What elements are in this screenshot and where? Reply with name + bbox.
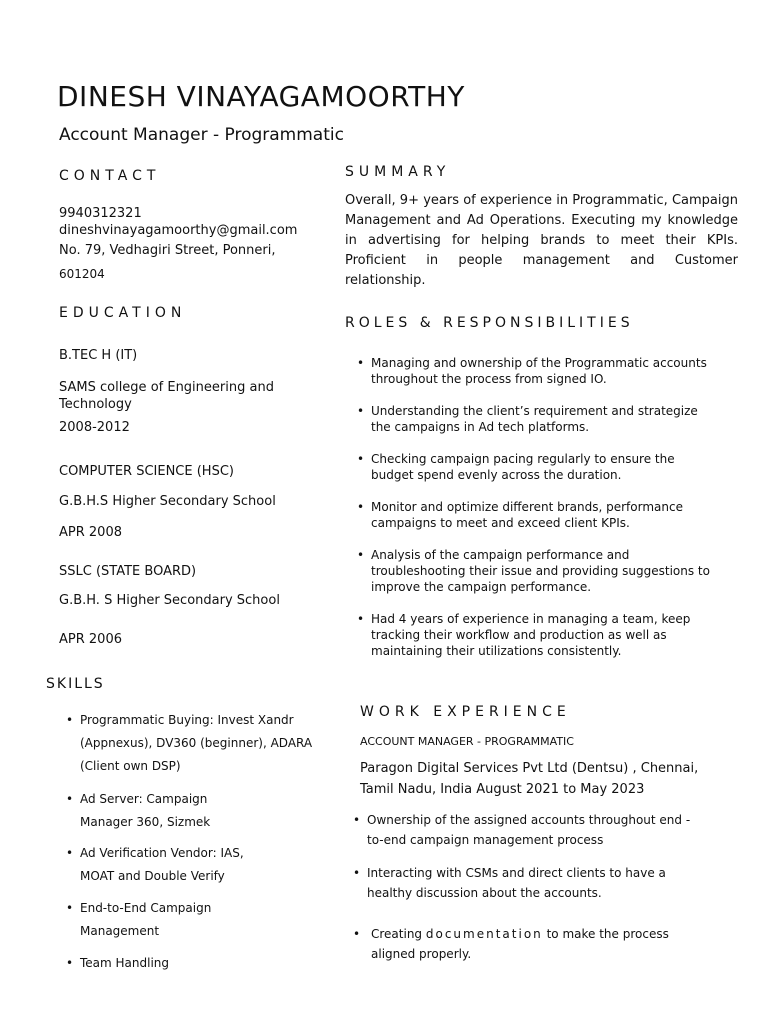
summary-text: Overall, 9+ years of experience in Programmatic, Campaign Management and Ad Operations. Executing my knowledge in advertising for helping brands to meet their KPIs. Proficient in people management and Customer relationship. <box>345 193 738 288</box>
work-item <box>351 924 711 964</box>
summary-heading: SUMMARY <box>345 164 451 180</box>
education-heading: EDUCATION <box>59 305 187 321</box>
work-item: • Ownership of the assigned accounts throughout end - to-end campaign management process <box>351 810 711 850</box>
contact-address-line2: 601204 <box>59 267 105 281</box>
role-item: • Monitor and optimize different brands, performance campaigns to meet and exceed client KPIs. <box>355 499 715 531</box>
role-item: • Checking campaign pacing regularly to ensure the budget spend evenly across the duration. <box>355 451 715 483</box>
roles-list <box>355 355 715 659</box>
skill-item: • Programmatic Buying: Invest Xandr (Appnexus), DV360 (beginner), ADARA (Client own DSP) <box>64 709 314 778</box>
contact-phone: 9940312321 <box>59 206 142 221</box>
contact-address-line1: No. 79, Vedhagiri Street, Ponneri, <box>59 243 276 258</box>
education-degree: COMPUTER SCIENCE (HSC) <box>59 464 234 479</box>
work-role: ACCOUNT MANAGER - PROGRAMMATIC <box>360 735 574 748</box>
skills-heading: SKILLS <box>46 676 105 692</box>
education-degree: B.TEC H (IT) <box>59 348 138 363</box>
education-years: APR 2008 <box>59 525 122 540</box>
contact-heading: CONTACT <box>59 168 161 184</box>
role-item: • Understanding the client’s requirement and strategize the campaigns in Ad tech platforms. <box>355 403 715 435</box>
education-years: 2008-2012 <box>59 420 130 435</box>
education-school: G.B.H.S Higher Secondary School <box>59 494 276 509</box>
skill-item: • Ad Verification Vendor: IAS, MOAT and Double Verify <box>64 842 314 888</box>
roles-heading: ROLES & RESPONSIBILITIES <box>345 315 634 331</box>
work-item-text-end: to make the process aligned properly. <box>371 927 669 961</box>
work-item: • Interacting with CSMs and direct clients to have a healthy discussion about the accounts. <box>351 863 711 903</box>
candidate-name: DINESH VINAYAGAMOORTHY <box>57 80 465 113</box>
education-school: G.B.H. S Higher Secondary School <box>59 593 280 608</box>
education-degree: SSLC (STATE BOARD) <box>59 564 197 579</box>
role-item: • Had 4 years of experience in managing a team, keep tracking their workflow and production as well as maintaining their utilizations consistently. <box>355 611 715 659</box>
work-list <box>351 810 711 964</box>
skill-item: • End-to-End Campaign Management <box>64 897 314 943</box>
role-item: • Managing and ownership of the Programmatic accounts throughout the process from signed IO. <box>355 355 715 387</box>
work-item-spaced-word: documentation <box>425 927 543 941</box>
skill-item: • Team Handling <box>64 952 314 975</box>
education-years: APR 2006 <box>59 632 122 647</box>
contact-email: dineshvinayagamoorthy@gmail.com <box>59 223 298 238</box>
skill-item: • Ad Server: Campaign Manager 360, Sizmek <box>64 788 314 834</box>
work-item-text-start: Creating <box>371 927 426 941</box>
work-company: Paragon Digital Services Pvt Ltd (Dentsu) , Chennai, Tamil Nadu, India August 2021 to May 2023 <box>360 761 699 797</box>
candidate-title: Account Manager - Programmatic <box>59 125 344 145</box>
work-heading: WORK EXPERIENCE <box>360 704 571 720</box>
education-school: SAMS college of Engineering and Technology <box>59 380 274 412</box>
role-item: • Analysis of the campaign performance and troubleshooting their issue and providing suggestions to improve the campaign performance. <box>355 547 715 595</box>
skills-list <box>64 709 314 975</box>
